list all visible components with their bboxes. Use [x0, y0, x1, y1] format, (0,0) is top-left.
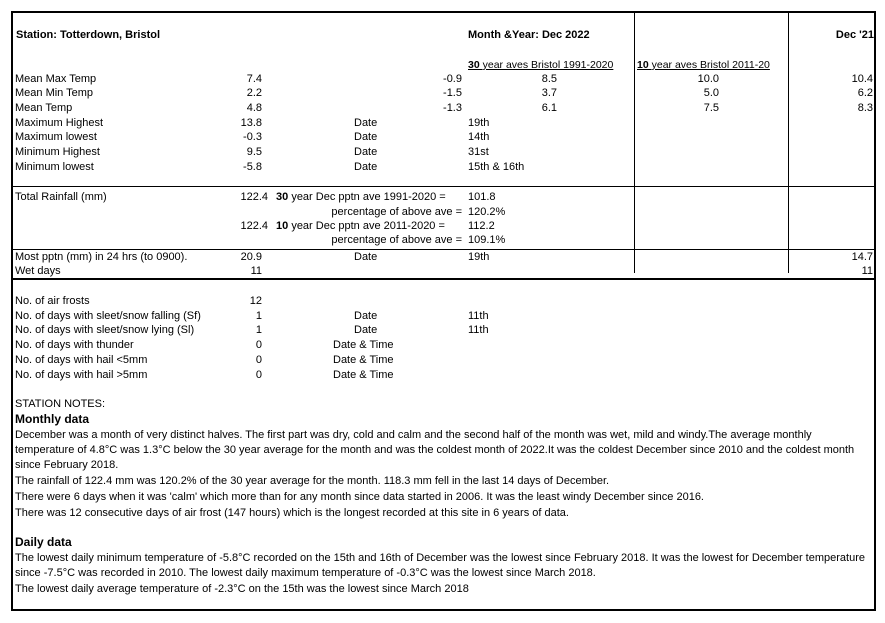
- row-date-label: Date: [354, 146, 378, 158]
- daily-heading: Daily data: [15, 535, 72, 549]
- row-label: No. of air frosts: [15, 295, 90, 307]
- row-label: No. of days with hail >5mm: [15, 369, 148, 381]
- row-value: -5.8: [243, 161, 262, 173]
- row-date-label: Date: [354, 117, 378, 129]
- row-prev: 8.3: [857, 102, 873, 114]
- row-value: 4.8: [246, 102, 262, 114]
- row-label: Minimum Highest: [15, 146, 100, 158]
- monthly-paragraph-4: There was 12 consecutive days of air frost (147 hours) which is the longest recorded at this site in 6 years of data.: [15, 507, 569, 519]
- row-value: 1: [255, 324, 262, 336]
- row-value: -0.3: [243, 131, 262, 143]
- ave10-header: 10 year aves Bristol 2011-20: [637, 59, 770, 71]
- row-label: No. of days with sleet/snow falling (Sf): [15, 310, 201, 322]
- row-date: 19th: [468, 117, 490, 129]
- row-ave10: 5.0: [703, 87, 719, 99]
- station-notes-heading: STATION NOTES:: [15, 398, 106, 410]
- most-pptn-prev: 14.7: [851, 251, 873, 263]
- daily-paragraph-1: The lowest daily minimum temperature of -5.8°C recorded on the 15th and 16th of December was the lowest since February 2018. It was the lowest for December temperature since -7.5°C was recorded in 2010. The lowest daily maximum temperature of -0.3°C was the lowest since March 2018.: [15, 552, 865, 579]
- divider-col-10yr: [634, 11, 635, 273]
- row-date: 31st: [468, 146, 489, 158]
- row-ave30: 8.5: [541, 73, 557, 85]
- row-ave30: 3.7: [541, 87, 557, 99]
- row-value: 2.2: [246, 87, 262, 99]
- rainfall-value: 122.4: [240, 191, 268, 203]
- month-year: Month &Year: Dec 2022: [468, 29, 590, 41]
- row-date: 14th: [468, 131, 490, 143]
- row-date: 11th: [468, 324, 489, 336]
- rainfall-pct10-value: 109.1%: [468, 234, 506, 246]
- ave30-header: 30 year aves Bristol 1991-2020: [468, 59, 614, 71]
- monthly-paragraph-2: The rainfall of 122.4 mm was 120.2% of the 30 year average for the month. 118.3 mm fell in the last 14 days of December.: [15, 475, 610, 487]
- monthly-paragraph-3: There were 6 days when it was 'calm' which more than for any month since data started in 2006. It was the least windy December since 2016.: [15, 491, 704, 503]
- rainfall-ave10-line: 10 year Dec pptn ave 2011-2020 =: [276, 220, 445, 232]
- row-value: 0: [255, 354, 262, 366]
- row-value: 9.5: [246, 146, 262, 158]
- most-pptn-label: Most pptn (mm) in 24 hrs (to 0900).: [15, 251, 188, 263]
- row-date-label: Date: [354, 324, 378, 336]
- row-value: 1: [255, 310, 262, 322]
- row-prev: 6.2: [857, 87, 873, 99]
- rainfall-pct30-value: 120.2%: [468, 206, 506, 218]
- row-prev: 10.4: [851, 73, 873, 85]
- row-date-label: Date: [354, 131, 378, 143]
- row-label: No. of days with hail <5mm: [15, 354, 148, 366]
- row-label: Minimum lowest: [15, 161, 94, 173]
- row-date-label: Date: [354, 161, 378, 173]
- row-label: Mean Temp: [15, 102, 73, 114]
- rainfall-ave30-line: 30 year Dec pptn ave 1991-2020 =: [276, 191, 446, 203]
- row-ave30: 6.1: [541, 102, 557, 114]
- row-date-label: Date & Time: [333, 354, 394, 366]
- row-label: Maximum Highest: [15, 117, 104, 129]
- prev-year-header: Dec '21: [835, 29, 874, 41]
- row-label: No. of days with sleet/snow lying (Sl): [15, 324, 195, 336]
- rainfall-pct30-label: percentage of above ave =: [331, 206, 462, 218]
- rainfall-pct10-label: percentage of above ave =: [331, 234, 462, 246]
- row-label: Mean Min Temp: [15, 87, 94, 99]
- row-value: 0: [255, 339, 262, 351]
- divider-pptn-bottom: [11, 278, 876, 280]
- row-diff: -1.5: [443, 87, 462, 99]
- row-label: Mean Max Temp: [15, 73, 97, 85]
- row-date: 11th: [468, 310, 489, 322]
- row-value: 13.8: [240, 117, 262, 129]
- wet-days-label: Wet days: [15, 265, 61, 277]
- row-diff: -0.9: [443, 73, 462, 85]
- wet-days-value: 11: [250, 265, 262, 277]
- row-ave10: 10.0: [697, 73, 719, 85]
- row-label: Maximum lowest: [15, 131, 97, 143]
- most-pptn-value: 20.9: [240, 251, 262, 263]
- divider-rainfall-top: [11, 186, 876, 187]
- row-date-label: Date & Time: [333, 339, 394, 351]
- row-value: 7.4: [246, 73, 262, 85]
- row-date-label: Date & Time: [333, 369, 394, 381]
- station-title: Station: Totterdown, Bristol: [16, 29, 161, 41]
- rainfall-label: Total Rainfall (mm): [15, 191, 107, 203]
- row-value: 12: [249, 295, 262, 307]
- row-label: No. of days with thunder: [15, 339, 134, 351]
- most-pptn-date: 19th: [468, 251, 490, 263]
- divider-col-prev: [788, 11, 789, 273]
- rainfall-value-2: 122.4: [240, 220, 268, 232]
- row-value: 0: [255, 369, 262, 381]
- row-date: 15th & 16th: [468, 161, 525, 173]
- most-pptn-date-label: Date: [354, 251, 378, 263]
- row-date-label: Date: [354, 310, 378, 322]
- daily-paragraph-2: The lowest daily average temperature of -2.3°C on the 15th was the lowest since March 2018: [15, 583, 469, 595]
- rainfall-ave30-value: 101.8: [468, 191, 496, 203]
- row-diff: -1.3: [443, 102, 462, 114]
- wet-days-prev: 11: [861, 265, 873, 277]
- rainfall-ave10-value: 112.2: [468, 220, 495, 232]
- monthly-heading: Monthly data: [15, 412, 89, 426]
- row-ave10: 7.5: [703, 102, 719, 114]
- monthly-paragraph-1: December was a month of very distinct halves. The first part was dry, cold and calm and the second half of the month was wet, mild and windy.The average monthly temperature of 4.8°C was 1.3°C below the 30 year average for the month and was the coldest month of 2022.It was the coldest December since 2010 and the coldest month since February 2018.: [15, 429, 855, 471]
